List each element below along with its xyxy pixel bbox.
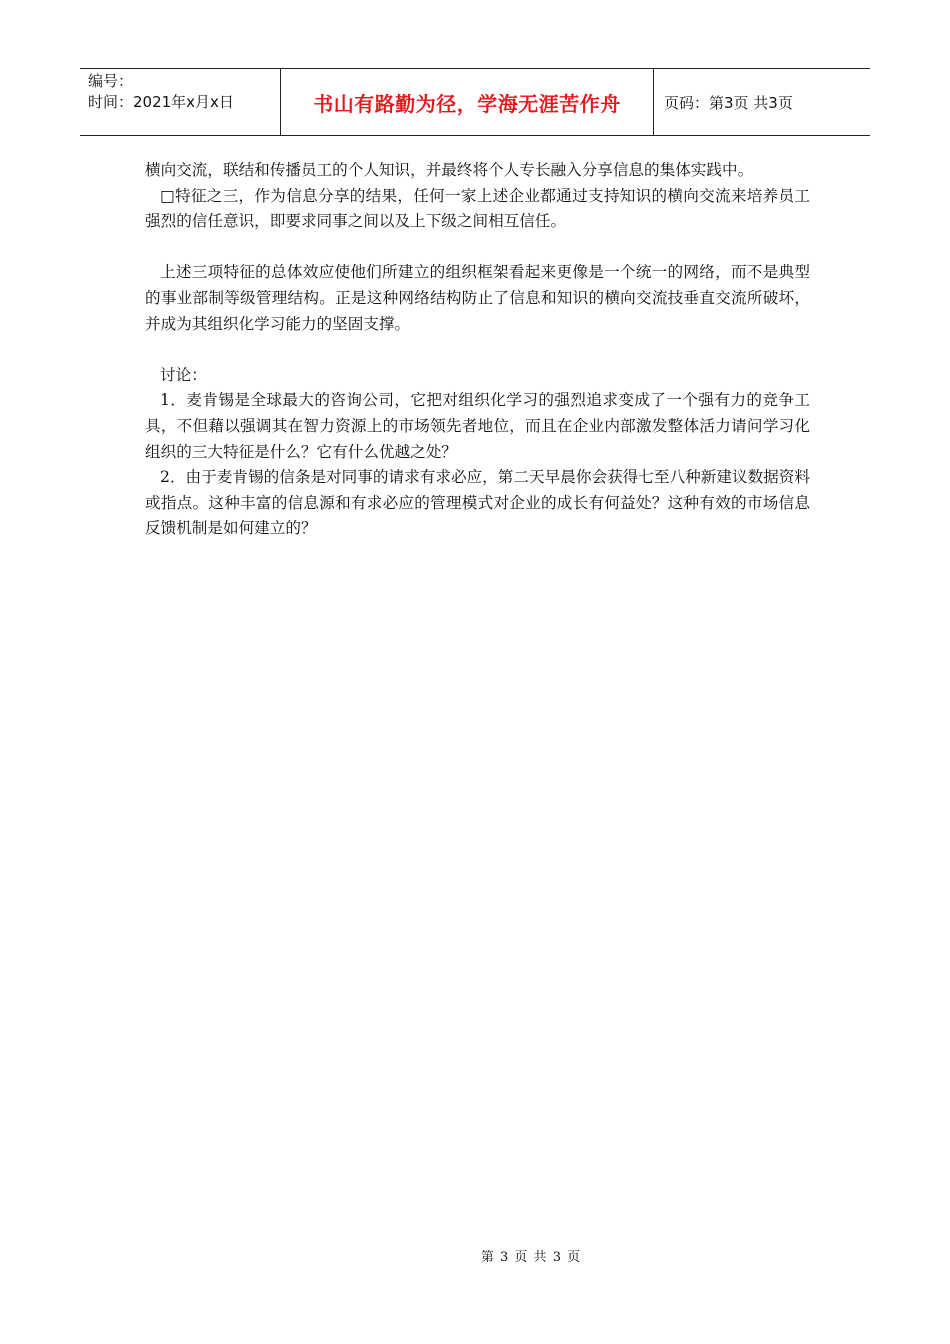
paragraph-feature-three: □特征之三，作为信息分享的结果，任何一家上述企业都通过支持知识的横向交流来培养员工强烈的信任意识，即要求同事之间以及上下级之间相互信任。 — [145, 186, 810, 231]
page-footer — [0, 1246, 950, 1265]
discussion-heading: 讨论： — [160, 365, 207, 384]
motto-text: 书山有路勤为径，学海无涯苦作舟 — [313, 91, 621, 116]
header-meta-cell — [80, 69, 281, 135]
discussion-question-2: 2．由于麦肯锡的信条是对同事的请求有求必应，第二天早晨你会获得七至八种新建议数据资料或指点。这种丰富的信息源和有求必应的管理模式对企业的成长有何益处？这种有效的市场信息反馈机制是如何建立的？ — [145, 468, 810, 538]
paragraph-summary: 上述三项特征的总体效应使他们所建立的组织框架看起来更像是一个统一的网络，而不是典型的事业部制等级管理结构。正是这种网络结构防止了信息和知识的横向交流技垂直交流所破坏，并成为其组织化学习能力的坚固支撑。 — [145, 263, 810, 333]
header-motto-cell — [281, 69, 654, 135]
code-label: 编号： — [88, 72, 134, 90]
time-label: 时间：2021年x月x日 — [88, 93, 234, 111]
paragraph-spacer — [145, 337, 810, 363]
header-page-info: 页码：第3页 共3页 — [664, 93, 793, 112]
header-page-cell — [654, 69, 870, 135]
discussion-question-1: 1．麦肯锡是全球最大的咨询公司，它把对组织化学习的强烈追求变成了一个强有力的竞争工具，不但藉以强调其在智力资源上的市场领先者地位，而且在企业内部激发整体活力请问学习化组织的三大特征是什么？它有什么优越之处？ — [145, 391, 810, 461]
footer-page-number: 第 3 页 共 3 页 — [480, 1250, 582, 1265]
document-body — [145, 158, 810, 542]
document-header — [80, 68, 870, 136]
paragraph-continuation: 横向交流，联结和传播员工的个人知识，并最终将个人专长融入分享信息的集体实践中。 — [145, 161, 754, 179]
paragraph-spacer — [145, 235, 810, 261]
